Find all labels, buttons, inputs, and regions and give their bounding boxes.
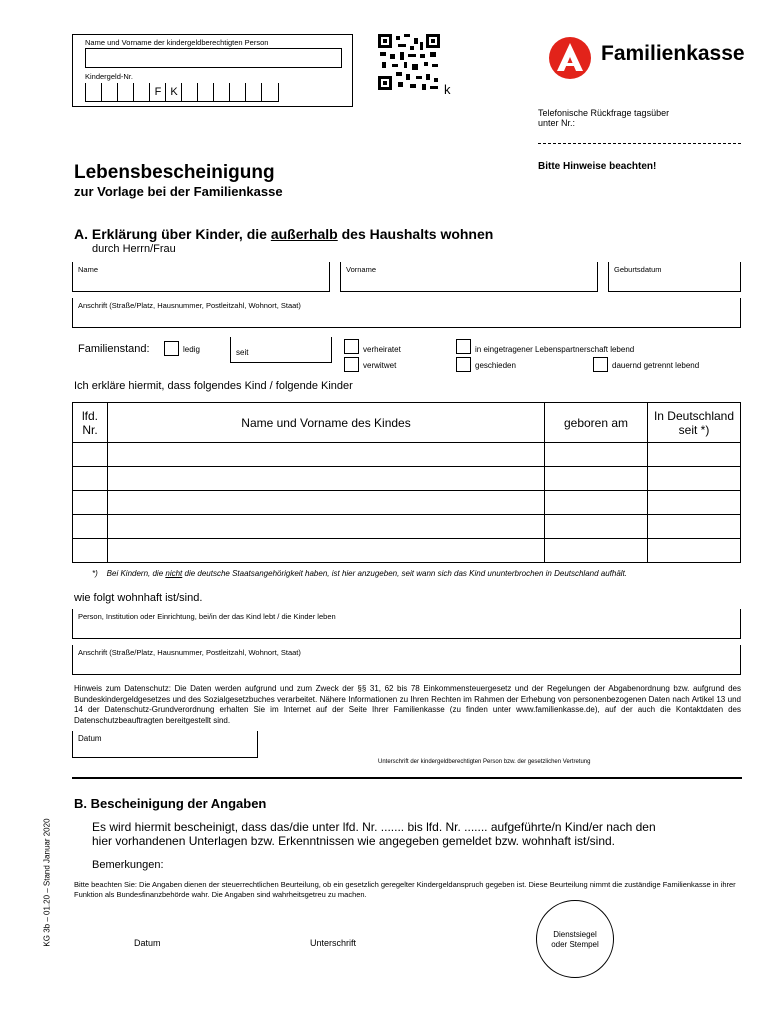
brand-name: Familienkasse [601, 42, 745, 65]
name-field[interactable]: Name [72, 262, 330, 292]
person-institution-field[interactable]: Person, Institution oder Einrichtung, bei/in der das Kind lebt / die Kinder leben [72, 609, 741, 639]
datum-field[interactable]: Datum [72, 731, 258, 758]
col-born: geboren am [545, 403, 648, 443]
familienkasse-logo-icon [548, 36, 592, 80]
footnote: *) Bei Kindern, die nicht die deutsche Staatsangehörigkeit haben, ist hier anzugeben, seit wann sich das Kind ununterbrochen in Deutschland aufhält. [92, 569, 628, 578]
person-label: Name und Vorname der kindergeldberechtigten Person [85, 38, 269, 47]
page-title: Lebensbescheinigung [74, 162, 275, 183]
lebenspartnerschaft-checkbox[interactable] [456, 339, 471, 354]
kgnr-f: F [149, 83, 166, 102]
lebenspartnerschaft-label: in eingetragener Lebenspartnerschaft lebend [475, 345, 635, 354]
geschieden-label: geschieden [475, 361, 516, 370]
person-name-field[interactable] [85, 48, 342, 68]
datenschutz-note: Hinweis zum Datenschutz: Die Daten werden aufgrund und zum Zweck der §§ 31, 62 bis 78 Einkommensteuergesetz und der Regelungen der Abgabenordnung bzw. aufgrund des Bundeskindergeldgesetzes und des Sozialgesetzbuches verarbeitet. Nähere Informationen zu Ihren Rechten im Rahmen der Erhebung von personenbezogenen Daten nach Artikel 13 und 14 der Datenschutz-Grundverordnung erhalten Sie im Internet auf der Seite Ihrer Familienkasse (zu finden unter www.familienkasse.de), auf der auch die Kontaktdaten des Datenschutzbeauftragten bereitgestellt sind. [74, 684, 741, 725]
phone-line1: Telefonische Rückfrage tagsüber [538, 108, 670, 118]
signature-line[interactable] [378, 756, 678, 757]
through-label: durch Herrn/Frau [92, 243, 176, 255]
page-subtitle: zur Vorlage bei der Familienkasse [74, 184, 283, 199]
geschieden-checkbox[interactable] [456, 357, 471, 372]
col-name: Name und Vorname des Kindes [108, 403, 545, 443]
seit-field[interactable]: seit [230, 337, 332, 363]
side-form-id: KG 3b – 01.20 – Stand Januar 2020 [42, 818, 52, 947]
table-row[interactable] [73, 491, 741, 515]
phone-line2: unter Nr.: [538, 118, 576, 128]
disclaimer: Bitte beachten Sie: Die Angaben dienen der steuerrechtlichen Beurteilung, ob ein gesetzlich geregelter Kindergeldanspruch gegeben ist. Diese Beurteilung nimmt die zuständige Familienkasse in ihrer Funktion als Bundesfinanzbehörde wahr. Die Angaben sind wahrheitsgetreu zu machen. [74, 880, 736, 899]
vorname-field[interactable]: Vorname [340, 262, 598, 292]
address-field[interactable]: Anschrift (Straße/Platz, Hausnummer, Postleitzahl, Wohnort, Staat) [72, 298, 741, 328]
qr-code-icon [378, 34, 440, 90]
children-table [72, 402, 741, 563]
seal-circle: Dienstsiegel oder Stempel [536, 900, 614, 978]
table-row[interactable] [73, 515, 741, 539]
table-row[interactable] [73, 467, 741, 491]
birthdate-field[interactable]: Geburtsdatum [608, 262, 741, 292]
getrennt-checkbox[interactable] [593, 357, 608, 372]
kgnr-label: Kindergeld-Nr. [85, 72, 133, 81]
verheiratet-label: verheiratet [363, 345, 401, 354]
remarks-label: Bemerkungen: [92, 859, 164, 871]
col-de: In Deutschland seit *) [648, 403, 741, 443]
ledig-label: ledig [183, 345, 200, 354]
address2-field[interactable]: Anschrift (Straße/Platz, Hausnummer, Postleitzahl, Wohnort, Staat) [72, 645, 741, 675]
section-b-text1: Es wird hiermit bescheinigt, dass das/die unter lfd. Nr. ....... bis lfd. Nr. ....... aufgeführte/n Kind/er nach den [92, 820, 656, 834]
kgnr-field[interactable] [85, 83, 285, 101]
phone-field[interactable] [538, 143, 741, 144]
section-b-heading: B. Bescheinigung der Angaben [74, 796, 267, 811]
qr-suffix: k [444, 82, 451, 97]
familienstand-label: Familienstand: [78, 343, 150, 355]
table-row[interactable] [73, 539, 741, 563]
section-b-text2: hier vorhandenen Unterlagen bzw. Erkenntnissen wie angegeben gemeldet bzw. wohnhaft ist/sind. [92, 834, 616, 848]
section-a-heading: A. Erklärung über Kinder, die außerhalb des Haushalts wohnen [74, 226, 494, 242]
wohnhaft-text: wie folgt wohnhaft ist/sind. [74, 592, 203, 604]
getrennt-label: dauernd getrennt lebend [612, 361, 700, 370]
verwitwet-checkbox[interactable] [344, 357, 359, 372]
verwitwet-label: verwitwet [363, 361, 397, 370]
declare-text: Ich erkläre hiermit, dass folgendes Kind / folgende Kinder [74, 380, 353, 392]
note: Bitte Hinweise beachten! [538, 161, 657, 172]
section-divider [72, 777, 742, 779]
kgnr-k: K [165, 83, 182, 102]
table-row[interactable] [73, 443, 741, 467]
ledig-checkbox[interactable] [164, 341, 179, 356]
header-person-box [72, 34, 353, 107]
col-lfd: lfd. Nr. [73, 403, 108, 443]
unterschrift-b-label: Unterschrift [310, 938, 357, 948]
signature-label: Unterschrift der kindergeldberechtigten Person bzw. der gesetzlichen Vertretung [378, 759, 591, 765]
verheiratet-checkbox[interactable] [344, 339, 359, 354]
datum-b-label: Datum [134, 938, 161, 948]
